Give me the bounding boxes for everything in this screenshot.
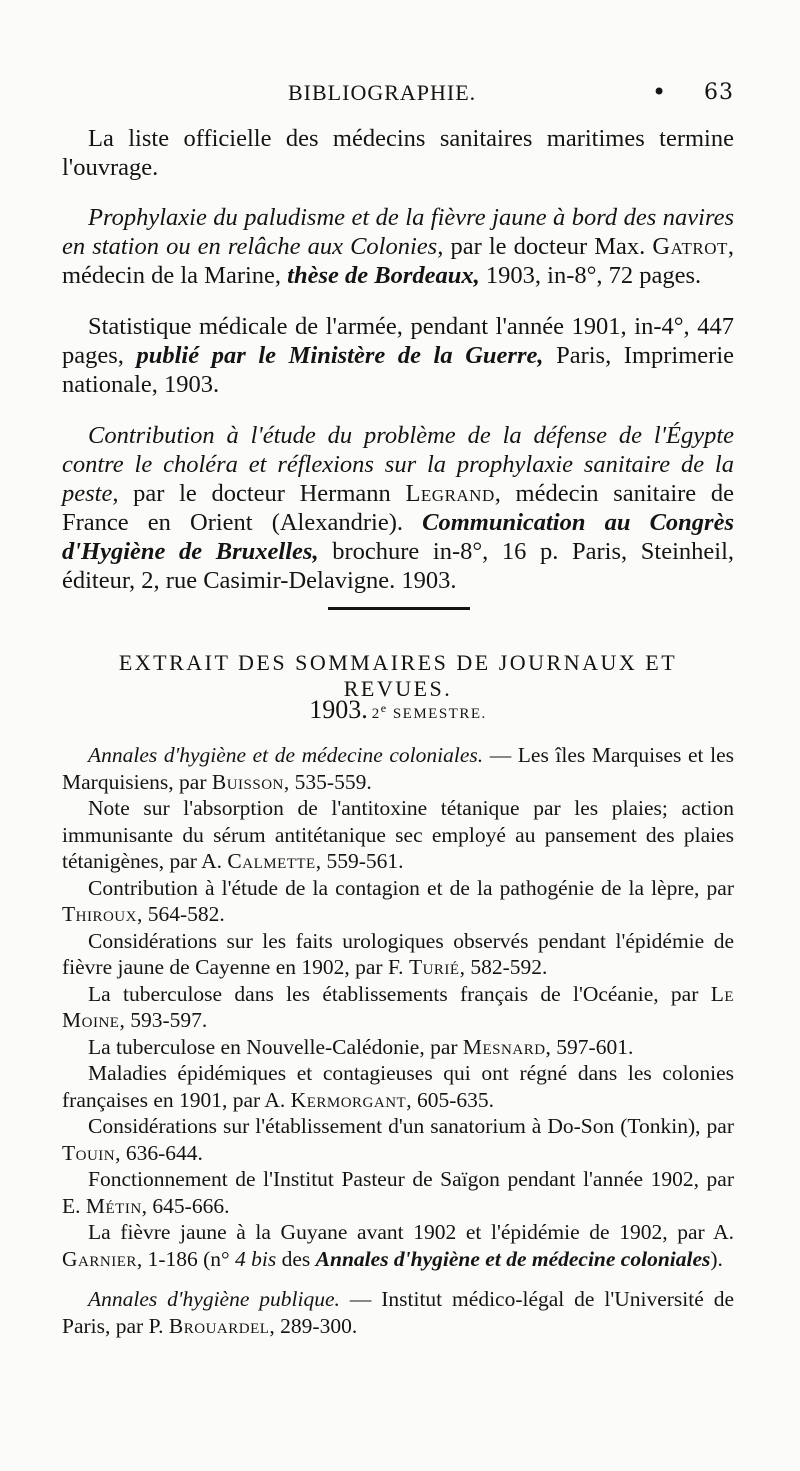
entry-text: Prophylaxie du paludisme et de la fièvre jaune à bord des navires en station ou en relâche aux Colonies, par le docteur Max. Gatrot, médecin de la Marine, thèse de Bordeaux, 1903, in-8°, 72 pages. bbox=[62, 204, 735, 289]
header-title: BIBLIOGRAPHIE. bbox=[288, 80, 477, 105]
bibliography-entry-1 bbox=[62, 124, 734, 182]
author-name: Buisson bbox=[211, 769, 284, 794]
summary-item: Contribution à l'étude de la contagion et de la pathogénie de la lèpre, par Thiroux, 564-582. bbox=[62, 875, 734, 926]
author-name: Brouardel bbox=[168, 1313, 270, 1338]
entry-text: La liste officielle des médecins sanitaires maritimes termine l'ouvrage. bbox=[62, 125, 734, 181]
journal-title: Annales d'hygiène publique. bbox=[88, 1287, 340, 1311]
communication-reference: Communication au Congrès d'Hygiène de Bruxelles, bbox=[62, 509, 734, 565]
semester-label: 2e SEMESTRE. bbox=[371, 701, 487, 722]
header-bullet: • bbox=[652, 78, 668, 106]
author-name: Legrand bbox=[405, 480, 495, 507]
entry-title: Prophylaxie du paludisme et de la fièvre jaune à bord des navires en station ou en relâche aux Colonies, bbox=[62, 204, 734, 260]
author-name: Calmette bbox=[227, 849, 316, 873]
summary-item: Annales d'hygiène et de médecine coloniales. — Les îles Marquises et les Marquisiens, par Buisson, 535-559. bbox=[62, 743, 734, 794]
journal-title: Annales d'hygiène et de médecine coloniales. bbox=[88, 743, 484, 767]
author-name: Thiroux bbox=[62, 902, 137, 926]
summaries-list bbox=[62, 742, 734, 1339]
summary-item: Considérations sur l'établissement d'un sanatorium à Do-Son (Tonkin), par Touin, 636-644. bbox=[62, 1114, 734, 1165]
section-divider bbox=[328, 607, 470, 610]
author-name: Mesnard bbox=[462, 1034, 546, 1059]
journal-reference: Annales d'hygiène et de médecine coloniales bbox=[315, 1246, 711, 1271]
section-title: EXTRAIT DES SOMMAIRES DE JOURNAUX ET REVUES. bbox=[118, 650, 678, 701]
author-name: Métin bbox=[85, 1193, 142, 1218]
author-name: Gatrot bbox=[652, 233, 728, 260]
author-name: Touin bbox=[62, 1140, 116, 1165]
section-subtitle bbox=[62, 695, 734, 725]
summary-item: Fonctionnement de l'Institut Pasteur de Saïgon pendant l'année 1902, par E. Métin, 645-666. bbox=[62, 1167, 734, 1218]
author-name: Garnier bbox=[62, 1246, 137, 1271]
summary-item: La tuberculose dans les établissements français de l'Océanie, par Le Moine, 593-597. bbox=[62, 981, 734, 1032]
entry-title: Contribution à l'étude du problème de la défense de l'Égypte contre le choléra et réflexions sur la prophylaxie sanitaire de la peste, bbox=[62, 422, 734, 507]
bibliography-entry-2 bbox=[62, 203, 734, 290]
author-name: Turié bbox=[408, 955, 460, 979]
author-name: Le Moine bbox=[62, 981, 734, 1032]
thesis-reference: thèse de Bordeaux, bbox=[287, 262, 480, 289]
entry-text: Statistique médicale de l'armée, pendant l'année 1901, in-4°, 447 pages, publié par le Ministère de la Guerre, Paris, Imprimerie nationale, 1903. bbox=[62, 313, 734, 398]
section-year: 1903. bbox=[309, 695, 368, 724]
summary-item: Annales d'hygiène publique. — Institut médico-légal de l'Université de Paris, par P. Brouardel, 289-300. bbox=[62, 1287, 734, 1338]
publisher-note: publié par le Ministère de la Guerre, bbox=[136, 342, 544, 369]
summary-item: La tuberculose en Nouvelle-Calédonie, par Mesnard, 597-601. bbox=[88, 1034, 634, 1059]
page-number: 63 bbox=[704, 80, 734, 105]
author-name: Kermorgant bbox=[290, 1087, 407, 1112]
entry-text: Contribution à l'étude du problème de la défense de l'Égypte contre le choléra et réflexions sur la prophylaxie sanitaire de la peste, par le docteur Hermann Legrand, médecin sanitaire de France en Orient (Alexandrie). Communication au Congrès d'Hygiène de Bruxelles, brochure in-8°, 16 p. Paris, Steinheil, éditeur, 2, rue Casimir-Delavigne. 1903. bbox=[62, 422, 734, 594]
summary-item: Note sur l'absorption de l'antitoxine tétanique par les plaies; action immunisante du sérum antitétanique sec employé au pansement des plaies tétanigènes, par A. Calmette, 559-561. bbox=[62, 796, 734, 873]
summary-item: Considérations sur les faits urologiques observés pendant l'épidémie de fièvre jaune de Cayenne en 1902, par F. Turié, 582-592. bbox=[62, 928, 734, 979]
summary-item: Maladies épidémiques et contagieuses qui ont régné dans les colonies françaises en 1901, par A. Kermorgant, 605-635. bbox=[62, 1061, 734, 1112]
running-header bbox=[62, 80, 734, 110]
summary-item: La fièvre jaune à la Guyane avant 1902 et l'épidémie de 1902, par A. Garnier, 1-186 (n° 4 bis des Annales d'hygiène et de médecine coloniales). bbox=[62, 1220, 734, 1271]
bibliography-entry-4 bbox=[62, 421, 734, 595]
bibliography-entry-3 bbox=[62, 312, 734, 399]
